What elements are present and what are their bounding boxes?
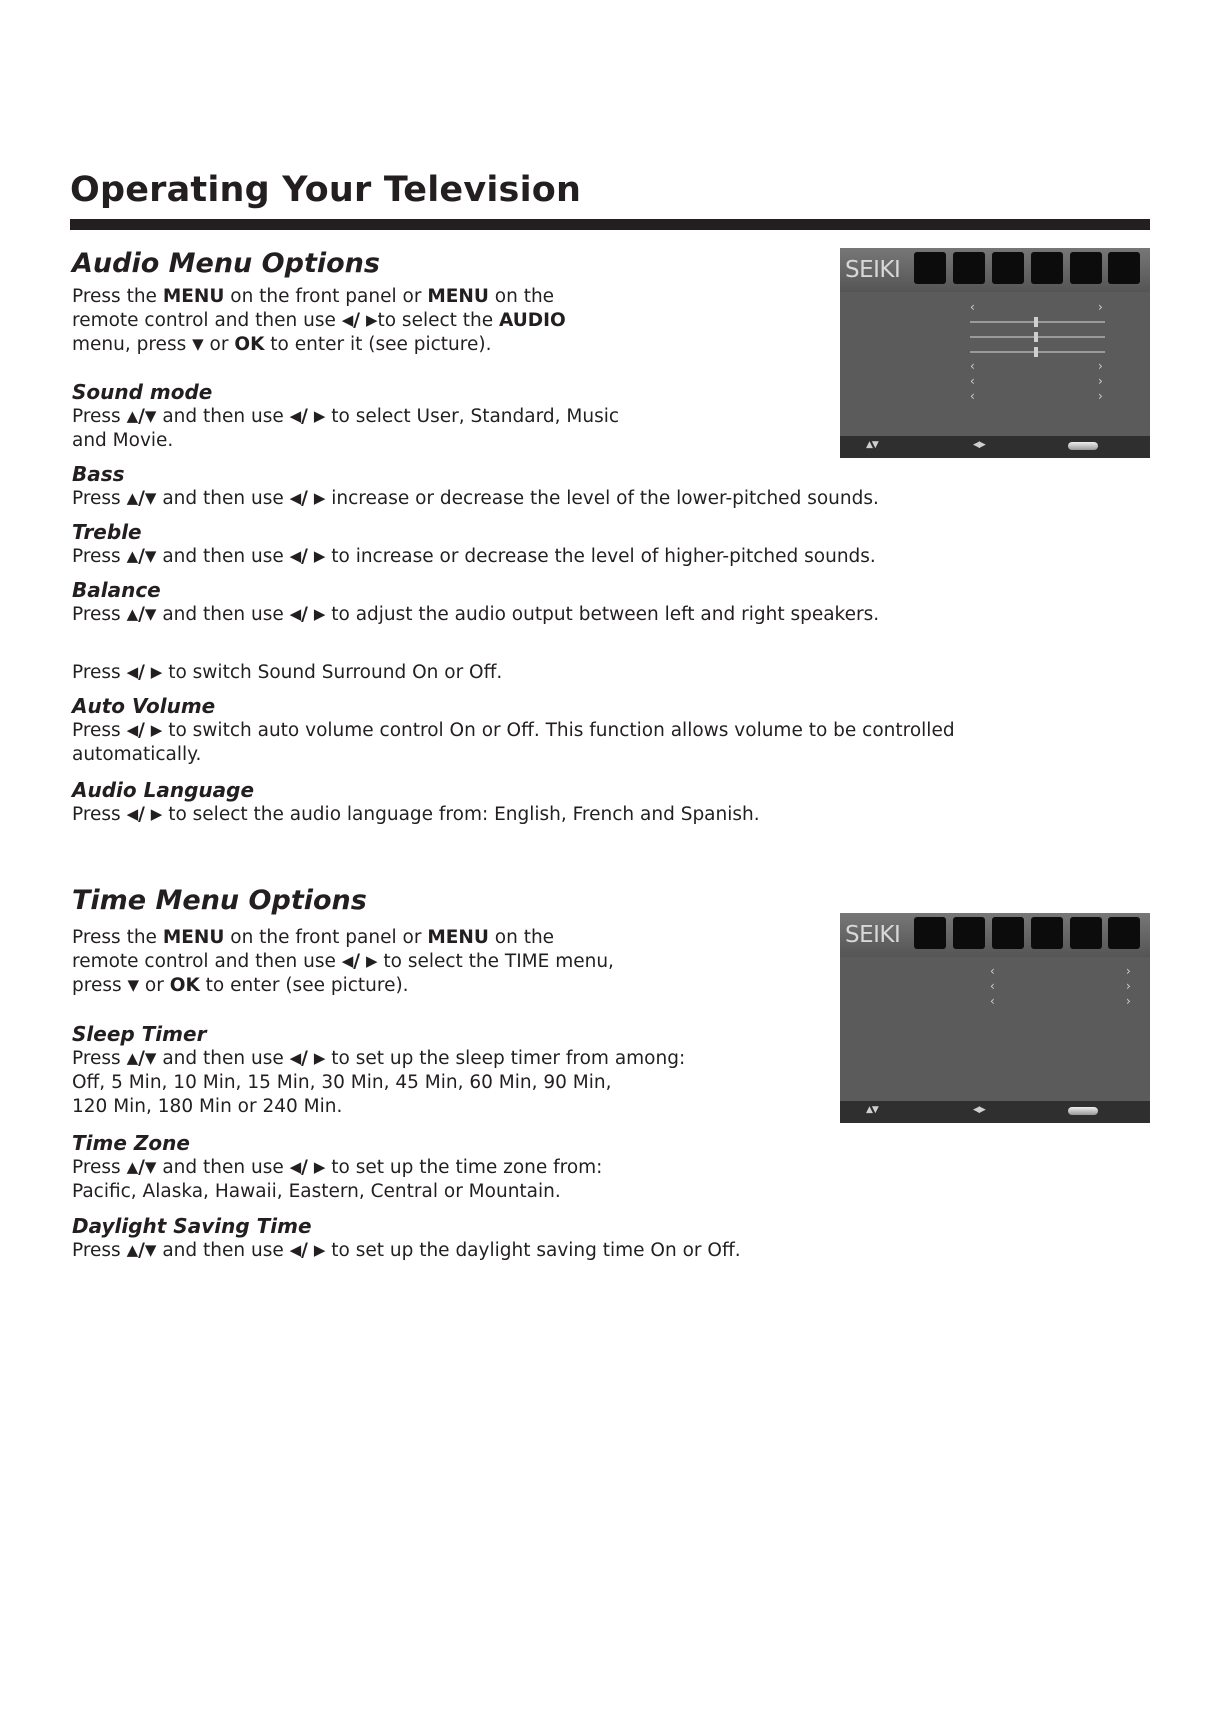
tv-row-auto-volume — [840, 374, 1150, 388]
left-arrow-icon: ◀ — [126, 663, 139, 681]
chevron-left-icon: ‹ — [990, 979, 995, 993]
balance-title: Balance — [72, 578, 161, 602]
lock-tab-icon — [1070, 917, 1102, 949]
left-arrow-icon: ◀ — [289, 489, 302, 507]
tv-slider-bass — [970, 321, 1105, 323]
left-arrow-icon: ◀ — [289, 407, 302, 425]
audio-language-text: Press ◀/ ▶ to select the audio language from: English, French and Spanish. — [72, 804, 760, 825]
right-arrow-icon: ▶ — [313, 1241, 326, 1259]
down-arrow-icon: ▼ — [144, 1241, 157, 1259]
right-arrow-icon: ▶ — [150, 721, 163, 739]
tv-slider-balance — [970, 351, 1105, 353]
chevron-right-icon: › — [1098, 389, 1103, 403]
exit-pill-icon — [1068, 1107, 1098, 1115]
left-arrow-icon: ◀ — [289, 1049, 302, 1067]
chevron-left-icon: ‹ — [970, 389, 975, 403]
time-zone-text: Press ▲/▼ and then use ◀/ ▶ to set up the time zone from: — [72, 1157, 603, 1178]
treble-title: Treble — [72, 520, 142, 544]
time-tab-icon — [992, 917, 1024, 949]
right-arrow-icon: ▶ — [313, 1049, 326, 1067]
left-arrow-icon: ◀ — [289, 1158, 302, 1176]
tv-row-sound-mode — [840, 300, 1150, 314]
chevron-left-icon: ‹ — [970, 359, 975, 373]
sound-mode-title: Sound mode — [72, 380, 213, 404]
dst-text: Press ▲/▼ and then use ◀/ ▶ to set up the daylight saving time On or Off. — [72, 1240, 741, 1261]
bass-title: Bass — [72, 462, 125, 486]
up-arrow-icon: ▲ — [126, 407, 139, 425]
nav-updown-icon: ▲▼ — [866, 1105, 878, 1115]
left-arrow-icon: ◀ — [289, 605, 302, 623]
chevron-right-icon: › — [1098, 374, 1103, 388]
down-arrow-icon: ▼ — [144, 547, 157, 565]
time-zone-title: Time Zone — [72, 1131, 190, 1155]
down-arrow-icon: ▼ — [144, 605, 157, 623]
balance-text: Press ▲/▼ and then use ◀/ ▶ to adjust the audio output between left and right speakers. — [72, 604, 880, 625]
treble-text: Press ▲/▼ and then use ◀/ ▶ to increase or decrease the level of higher-pitched sounds. — [72, 546, 876, 567]
tv-row-surround — [840, 359, 1150, 373]
sleep-timer-text: Press ▲/▼ and then use ◀/ ▶ to set up the sleep timer from among: — [72, 1048, 686, 1069]
left-arrow-icon: ◀ — [126, 805, 139, 823]
sound-mode-text-2: and Movie. — [72, 430, 174, 451]
audio-intro-line-1: Press the MENU on the front panel or MENU on the — [72, 286, 555, 307]
up-arrow-icon: ▲ — [126, 1158, 139, 1176]
chevron-right-icon: › — [1098, 359, 1103, 373]
audio-intro-line-2: remote control and then use ◀/ ▶to select the AUDIO — [72, 310, 566, 331]
tv-menu-bottombar — [840, 436, 1150, 458]
seiki-logo: SEIKI — [845, 257, 901, 283]
right-arrow-icon: ▶ — [365, 952, 378, 970]
page-title: Operating Your Television — [70, 170, 582, 210]
up-arrow-icon: ▲ — [126, 547, 139, 565]
tv-row-time-zone — [840, 979, 1150, 993]
picture-tab-icon — [914, 917, 946, 949]
nav-updown-icon: ▲▼ — [866, 440, 878, 450]
chevron-right-icon: › — [1126, 964, 1131, 978]
right-arrow-icon: ▶ — [313, 1158, 326, 1176]
auto-volume-text-2: automatically. — [72, 744, 202, 765]
channel-tab-icon — [1108, 917, 1140, 949]
down-arrow-icon: ▼ — [144, 1158, 157, 1176]
nav-leftright-icon: ◀▶ — [973, 440, 985, 450]
exit-pill-icon — [1068, 442, 1098, 450]
chevron-left-icon: ‹ — [970, 374, 975, 388]
nav-leftright-icon: ◀▶ — [973, 1105, 985, 1115]
left-arrow-icon: ◀ — [341, 952, 354, 970]
picture-tab-icon — [914, 252, 946, 284]
bass-text: Press ▲/▼ and then use ◀/ ▶ increase or decrease the level of the lower-pitched sounds. — [72, 488, 879, 509]
tv-menu-topbar — [840, 248, 1150, 292]
chevron-right-icon: › — [1098, 300, 1103, 314]
seiki-logo: SEIKI — [845, 922, 901, 948]
down-arrow-icon: ▼ — [192, 335, 204, 353]
chevron-right-icon: › — [1126, 979, 1131, 993]
down-arrow-icon: ▼ — [144, 1049, 157, 1067]
tv-slider-treble — [970, 336, 1105, 338]
tv-row-dst — [840, 994, 1150, 1008]
up-arrow-icon: ▲ — [126, 605, 139, 623]
chevron-left-icon: ‹ — [990, 994, 995, 1008]
right-arrow-icon: ▶ — [365, 311, 378, 329]
audio-tab-icon — [953, 917, 985, 949]
left-arrow-icon: ◀ — [289, 1241, 302, 1259]
sound-mode-text: Press ▲/▼ and then use ◀/ ▶ to select User, Standard, Music — [72, 406, 620, 427]
tv-menu-bottombar — [840, 1101, 1150, 1123]
lock-tab-icon — [1070, 252, 1102, 284]
audio-intro-line-3: menu, press ▼ or OK to enter it (see picture). — [72, 334, 492, 355]
down-arrow-icon: ▼ — [144, 489, 157, 507]
time-intro-line-3: press ▼ or OK to enter (see picture). — [72, 975, 409, 996]
left-arrow-icon: ◀ — [341, 311, 354, 329]
right-arrow-icon: ▶ — [313, 489, 326, 507]
time-tab-icon — [992, 252, 1024, 284]
right-arrow-icon: ▶ — [150, 805, 163, 823]
chevron-left-icon: ‹ — [970, 300, 975, 314]
audio-language-title: Audio Language — [72, 778, 255, 802]
time-section-title: Time Menu Options — [72, 885, 367, 916]
setup-tab-icon — [1031, 252, 1063, 284]
left-arrow-icon: ◀ — [289, 547, 302, 565]
time-intro-line-1: Press the MENU on the front panel or MENU on the — [72, 927, 555, 948]
audio-menu-screenshot — [840, 248, 1150, 458]
audio-section-title: Audio Menu Options — [72, 248, 380, 279]
sleep-timer-title: Sleep Timer — [72, 1022, 207, 1046]
right-arrow-icon: ▶ — [313, 605, 326, 623]
chevron-right-icon: › — [1126, 994, 1131, 1008]
sleep-timer-text-2: Off, 5 Min, 10 Min, 15 Min, 30 Min, 45 Min, 60 Min, 90 Min, — [72, 1072, 612, 1093]
auto-volume-title: Auto Volume — [72, 694, 216, 718]
title-rule — [70, 219, 1150, 230]
channel-tab-icon — [1108, 252, 1140, 284]
auto-volume-text: Press ◀/ ▶ to switch auto volume control On or Off. This function allows volume to be controlled — [72, 720, 955, 741]
up-arrow-icon: ▲ — [126, 1049, 139, 1067]
sleep-timer-text-3: 120 Min, 180 Min or 240 Min. — [72, 1096, 343, 1117]
right-arrow-icon: ▶ — [313, 547, 326, 565]
tv-row-audio-language — [840, 389, 1150, 403]
left-arrow-icon: ◀ — [126, 721, 139, 739]
surround-text: Press ◀/ ▶ to switch Sound Surround On or Off. — [72, 662, 503, 683]
up-arrow-icon: ▲ — [126, 1241, 139, 1259]
up-arrow-icon: ▲ — [126, 489, 139, 507]
right-arrow-icon: ▶ — [313, 407, 326, 425]
time-intro-line-2: remote control and then use ◀/ ▶ to select the TIME menu, — [72, 951, 614, 972]
tv-row-sleep-timer — [840, 964, 1150, 978]
dst-title: Daylight Saving Time — [72, 1214, 312, 1238]
setup-tab-icon — [1031, 917, 1063, 949]
tv-menu-topbar — [840, 913, 1150, 957]
audio-tab-icon — [953, 252, 985, 284]
chevron-left-icon: ‹ — [990, 964, 995, 978]
time-zone-text-2: Pacific, Alaska, Hawaii, Eastern, Central or Mountain. — [72, 1181, 561, 1202]
right-arrow-icon: ▶ — [150, 663, 163, 681]
time-menu-screenshot — [840, 913, 1150, 1123]
down-arrow-icon: ▼ — [127, 976, 140, 994]
down-arrow-icon: ▼ — [144, 407, 157, 425]
